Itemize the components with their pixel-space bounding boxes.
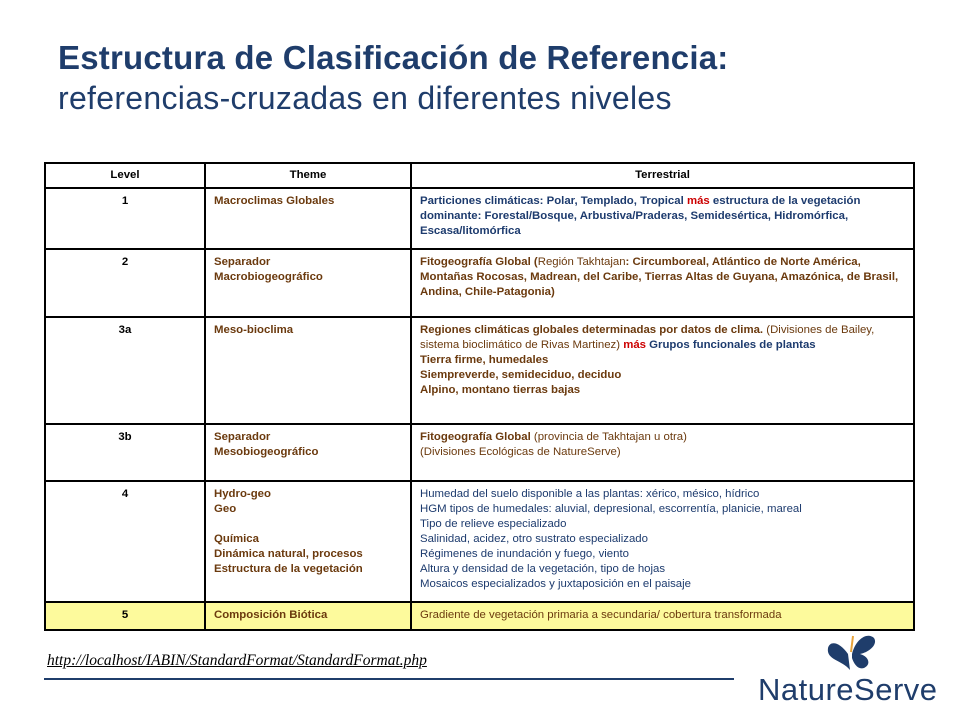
terr-line: Altura y densidad de la vegetación, tipo de hojas bbox=[420, 563, 666, 575]
level-cell: 3b bbox=[45, 424, 205, 481]
level-cell: 4 bbox=[45, 481, 205, 602]
theme-line: Macrobiogeográfico bbox=[214, 271, 323, 283]
theme-line: Química bbox=[214, 533, 259, 545]
terr-line: Humedad del suelo disponible a las plantas: xérico, mésico, hídrico bbox=[420, 488, 760, 500]
theme-cell bbox=[205, 424, 411, 481]
table-row bbox=[45, 481, 914, 602]
butterfly-icon bbox=[820, 630, 880, 674]
terr-line: Alpino, montano tierras bajas bbox=[420, 384, 581, 396]
title-line-1: Estructura de Clasificación de Referencia: bbox=[58, 39, 729, 76]
table-row bbox=[45, 424, 914, 481]
table-row-highlighted bbox=[45, 602, 914, 630]
theme-line: Separador bbox=[214, 431, 271, 443]
terr-text: Fitogeografía Global bbox=[420, 431, 531, 443]
theme-line: Dinámica natural, procesos bbox=[214, 548, 363, 560]
theme-line: Mesobiogeográfico bbox=[214, 446, 319, 458]
terr-line: Mosaicos especializados y juxtaposición en el paisaje bbox=[420, 578, 691, 590]
terrestrial-cell bbox=[411, 188, 914, 249]
terr-text: (provincia de Takhtajan u otra) bbox=[530, 431, 687, 443]
theme-line: Estructura de la vegetación bbox=[214, 563, 363, 575]
terr-text: Grupos funcionales de plantas bbox=[646, 339, 816, 351]
level-cell: 5 bbox=[45, 602, 205, 630]
terr-line: Tierra firme, humedales bbox=[420, 354, 549, 366]
terrestrial-cell bbox=[411, 249, 914, 317]
terr-text: estructura de la vegetación dominante: Forestal/Bosque, Arbustiva/Praderas, Semidesértica, Hidromórfica, Escasa/litomórfica bbox=[420, 195, 861, 237]
terrestrial-cell bbox=[411, 424, 914, 481]
theme-cell bbox=[205, 249, 411, 317]
terr-highlight: más bbox=[686, 195, 710, 207]
terrestrial-cell bbox=[411, 317, 914, 424]
terr-text: : Circumboreal, Atlántico de Norte América, Montañas Rocosas, Madrean, del Caribe, Tierras Altas de Guyana, Amazónica, de Brasil, Andina, Chile-Patagonia) bbox=[420, 256, 899, 298]
theme-line: Hydro-geo bbox=[214, 488, 271, 500]
slide-title bbox=[58, 38, 938, 118]
theme-cell bbox=[205, 602, 411, 630]
level-cell: 3a bbox=[45, 317, 205, 424]
terr-highlight: más bbox=[623, 339, 647, 351]
theme-line: Geo bbox=[214, 503, 237, 515]
footer-divider bbox=[44, 678, 734, 680]
terrestrial-cell: Gradiente de vegetación primaria a secundaria/ cobertura transformada bbox=[411, 602, 914, 630]
source-url-link[interactable]: http://localhost/IABIN/StandardFormat/StandardFormat.php bbox=[47, 652, 427, 669]
theme-line: Composición Biótica bbox=[214, 609, 328, 621]
terr-text: Región Takhtajan bbox=[537, 256, 626, 268]
terr-text: Particiones climáticas: Polar, Templado, Tropical bbox=[420, 195, 687, 207]
header-theme: Theme bbox=[205, 163, 411, 188]
terr-text: Fitogeografía Global ( bbox=[420, 256, 538, 268]
terr-line: Tipo de relieve especializado bbox=[420, 518, 567, 530]
table-row bbox=[45, 188, 914, 249]
terr-line: (Divisiones Ecológicas de NatureServe) bbox=[420, 446, 621, 458]
terr-line: Siempreverde, semideciduo, deciduo bbox=[420, 369, 622, 381]
level-cell: 2 bbox=[45, 249, 205, 317]
theme-line: Meso-bioclima bbox=[214, 324, 294, 336]
header-level: Level bbox=[45, 163, 205, 188]
classification-table bbox=[44, 162, 915, 631]
terr-line: Salinidad, acidez, otro sustrato especializado bbox=[420, 533, 648, 545]
theme-cell bbox=[205, 317, 411, 424]
title-line-2: referencias-cruzadas en diferentes niveles bbox=[58, 80, 672, 116]
terr-line: Régimenes de inundación y fuego, viento bbox=[420, 548, 629, 560]
theme-line: Separador bbox=[214, 256, 271, 268]
natureserve-logo bbox=[758, 630, 938, 710]
level-cell: 1 bbox=[45, 188, 205, 249]
terr-line: HGM tipos de humedales: aluvial, depresional, escorrentía, planicie, mareal bbox=[420, 503, 802, 515]
theme-spacer bbox=[214, 517, 402, 532]
header-terrestrial: Terrestrial bbox=[411, 163, 914, 188]
terr-text: (Divisiones de Bailey, sistema bioclimático de Rivas Martinez) bbox=[420, 324, 875, 351]
theme-line: Macroclimas Globales bbox=[214, 195, 335, 207]
terr-text: Regiones climáticas globales determinadas por datos de clima. bbox=[420, 324, 764, 336]
table-header-row bbox=[45, 163, 914, 188]
logo-wordmark: NatureServe bbox=[758, 672, 938, 707]
table-row bbox=[45, 317, 914, 424]
theme-cell bbox=[205, 481, 411, 602]
table-row bbox=[45, 249, 914, 317]
theme-cell bbox=[205, 188, 411, 249]
terrestrial-cell bbox=[411, 481, 914, 602]
